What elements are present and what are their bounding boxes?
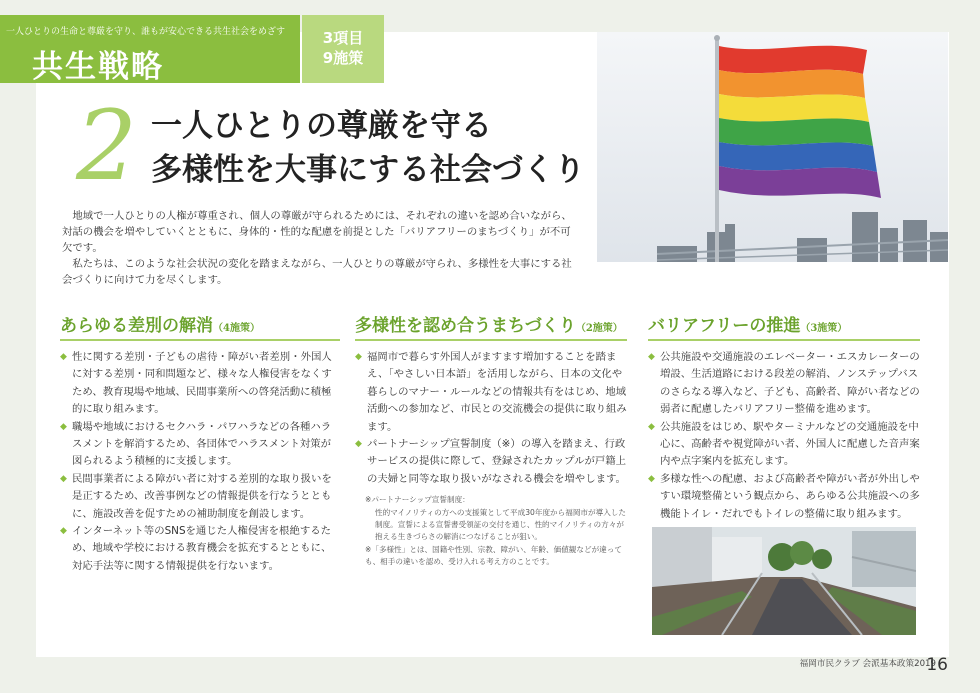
header-title: 共生戦略 [32,49,164,85]
column-barrier-free [648,311,920,523]
heading-count: （3施策） [800,323,848,334]
column-heading [355,311,627,335]
list-item: ◆ 公共施設をはじめ、駅やターミナルなどの交通施設を中心に、高齢者や視覚障がい者、外国人に配慮した音声案内や点字案内を拡充します。 [648,419,920,471]
list-item: ◆ 福岡市で暮らす外国人がますます増加することを踏まえ、「やさしい日本語」を活用しながら、日本の文化や暮らしのマナー・ルールなどの情報共有をはじめ、地域活動への参加など、市民との交流機会の提供に取り組みます。 [355,349,627,436]
page-number: 16 [926,655,948,675]
footnote-partnership-body: 性的マイノリティの方への支援策として平成30年度から福岡市が導入した制度。宣誓による宣誓書受領証の交付を通じ、性的マイノリティの方々が抱える生きづらさの解消につなげることが狙い。 [375,507,626,542]
heading-text: バリアフリーの推進 [648,316,801,336]
section-number: 2 [76,90,138,202]
list-item: ◆ インターネット等のSNSを通じた人権侵害を根絶するため、地域や学校における教育機会を拡充するとともに、対応手法等に関する情報提供を行ないます。 [60,523,340,575]
section-title [151,104,585,192]
rainbow-flag-photo [597,32,948,262]
intro-paragraph-2: 私たちは、このような社会状況の変化を踏まえながら、一人ひとりの尊厳が守られ、多様性を大事にする社会づくりに向けて力を尽くします。 [62,258,572,286]
column-heading [648,311,920,335]
rooftop-walkway-photo [652,527,916,635]
footnote-partnership-head: ※パートナーシップ宣誓制度： [365,495,470,505]
heading-text: 多様性を認め合うまちづくり [355,316,576,336]
header-count-box [302,15,384,83]
list-item: ◆ 民間事業者による障がい者に対する差別的な取り扱いを是正するため、改善事例などの情報提供を行なうとともに、施設改善を促すための補助制度を創設します。 [60,471,340,523]
footer-label: 福岡市民クラブ 会派基本政策2019 [799,659,936,669]
list-item: ◆ 性に関する差別・子どもの虐待・障がい者差別・外国人に対する差別・同和問題など、様々な人権侵害をなくすため、教育現場や地域、民間事業所への啓発活動に積極的に取り組みます。 [60,349,340,419]
footnote-diversity: ※「多様性」とは、国籍や性別、宗教、障がい、年齢、価値観などが違っても、相手の違いを認め、受け入れる考え方のことです。 [365,544,622,567]
section-title-line1: 一人ひとりの尊厳を守る [151,108,492,144]
list-item: ◆ 多様な性への配慮、および高齢者や障がい者が外出しやすい環境整備という観点から、あらゆる公共施設への多機能トイレ・だれでもトイレの整備に取り組みます。 [648,471,920,523]
column-heading [60,311,340,335]
intro-paragraph-1: 地域で一人ひとりの人権が尊重され、個人の尊厳が守られるためには、それぞれの違いを認め合いながら、対話の機会を増やしていくとともに、身体的・性的な配慮を前提とした「バリアフリーのまちづくり」が不可欠です。 [62,210,572,254]
heading-rule [355,339,627,341]
header-subtitle: 一人ひとりの生命と尊厳を守り、誰もが安心できる共生社会をめざす [6,27,286,37]
intro-text [62,208,574,288]
heading-rule [60,339,340,341]
list-item: ◆ パートナーシップ宣誓制度（※）の導入を踏まえ、行政サービスの提供に際して、登録されたカップルが戸籍上の夫婦と同等な取り扱いがなされる機会を増やします。 [355,436,627,488]
list-item: ◆ 職場や地域におけるセクハラ・パワハラなどの各種ハラスメントを解消するため、各団体でハラスメント対策が図られるよう積極的に支援します。 [60,419,340,471]
column-diversity [355,311,627,569]
heading-text: あらゆる差別の解消 [60,316,213,336]
header-band [0,15,300,83]
count-measures: 9施策 [322,49,364,67]
heading-count: （4施策） [213,323,260,334]
count-items: 3項目 [322,29,364,47]
heading-count: （2施策） [575,323,623,334]
section-title-line2: 多様性を大事にする社会づくり [151,152,585,188]
column-anti-discrimination [60,311,340,575]
list-item: ◆ 公共施設や交通施設のエレベーター・エスカレーターの増設、生活道路における段差の解消、ノンステップバスのさらなる導入など、子ども、高齢者、障がい者などの弱者に配慮したバリアフリー整備を進めます。 [648,349,920,419]
heading-rule [648,339,920,341]
